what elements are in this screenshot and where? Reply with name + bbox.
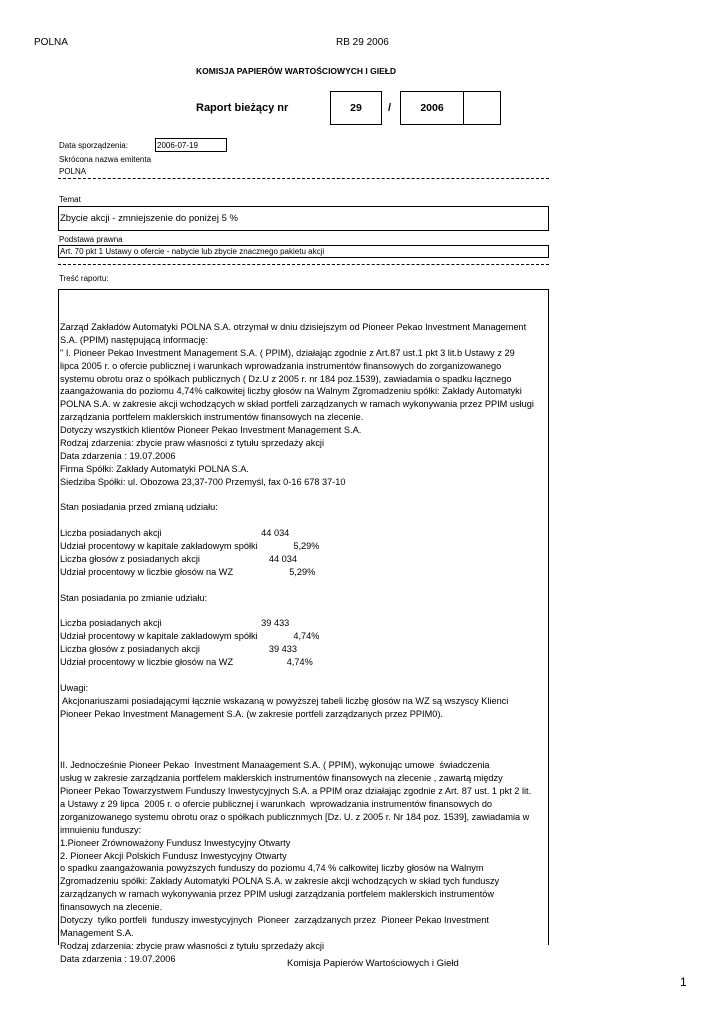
content-label: Treść raportu:	[59, 274, 109, 283]
report-text-line: Zgromadzeniu spółki: Zakłady Automatyki POLNA S.A. w zakresie akcji wchodzących w skład tych funduszy	[60, 876, 500, 887]
report-text-line	[60, 489, 548, 502]
report-text-line: Liczba posiadanych akcji 44 034	[60, 528, 290, 539]
report-text-line: Pioneer Pekao Towarzystwem Funduszy Inwestycyjnych S.A. a PPIM oraz działając zgodnie z Art. 87 ust. 1 pkt 2 lit.	[60, 786, 532, 797]
report-text-line: Dotyczy tylko portfeli funduszy inwestycyjnych Pioneer zarządzanych przez Pioneer Pekao Investment	[60, 914, 489, 925]
report-year-box	[400, 91, 464, 125]
report-text-line: zarządzania portfelem maklerskich instrumentów finansowych na zlecenie.	[60, 412, 364, 423]
report-text-line: Udział procentowy w kapitale zakładowym spółki 5,29%	[60, 541, 320, 552]
issuer-divider	[58, 178, 549, 179]
report-text-line	[60, 746, 548, 759]
report-text-line: Udział procentowy w kapitale zakładowym spółki 4,74%	[60, 631, 320, 642]
report-text-line: usług w zakresie zarządzania portfelem maklerskich instrumentów finansowych na zlecenie , zawartą między	[60, 773, 503, 784]
report-text-line: Management S.A.	[60, 927, 134, 938]
report-text-line: Rodzaj zdarzenia: zbycie praw własności z tytułu sprzedaży akcji	[60, 438, 324, 449]
report-text-line: zorganizowanego systemu obrotu oraz o spółkach publicznmych [Dz. U. z 2005 r. Nr 184 poz. 1539], zawiadamia w	[60, 811, 530, 822]
report-text-line: zarządzanych w ramach wykonywania przez PPIM usługi zarządzania portfelem maklerskich instrumentów	[60, 889, 495, 900]
report-text-line	[60, 579, 548, 592]
legal-basis-field	[58, 245, 549, 258]
date-field	[155, 138, 227, 152]
date-label: Data sporządzenia:	[59, 141, 128, 150]
report-text-line	[60, 605, 548, 618]
report-text-line: finansowych na zlecenie.	[60, 902, 163, 913]
commission-title: KOMISJA PAPIERÓW WARTOŚCIOWYCH I GIEŁD	[196, 66, 397, 76]
report-text-line: Liczba posiadanych akcji 39 433	[60, 618, 290, 629]
report-text-line: Firma Spółki: Zakłady Automatyki POLNA S.A.	[60, 463, 249, 474]
report-text-line: Liczba głosów z posiadanych akcji 44 034	[60, 554, 297, 565]
report-text-line: Stan posiadania po zmianie udziału:	[60, 592, 208, 603]
report-text-line: Liczba głosów z posiadanych akcji 39 433	[60, 644, 297, 655]
report-separator: /	[388, 102, 392, 114]
report-content-text	[60, 321, 548, 966]
report-text-line	[60, 669, 548, 682]
report-number-box	[330, 91, 382, 125]
report-number: 29	[350, 102, 362, 114]
report-text-line: Akcjonariuszami posiadającymi łącznie wskazaną w powyższej tabeli liczbę głosów na WZ są wszyscy Klienci	[60, 695, 509, 706]
issuer-value: POLNA	[59, 167, 87, 176]
report-text-line: Dotyczy wszystkich klientów Pioneer Pekao Investment Management S.A.	[60, 425, 362, 436]
report-text-line: Pioneer Pekao Investment Management S.A. (w zakresie portfeli zarządzanych przez PPIM0).	[60, 708, 443, 719]
report-text-line: Stan posiadania przed zmianą udziału:	[60, 502, 218, 513]
report-text-line: o spadku zaangażowania powyższych funduszy do poziomu 4,74 % całkowitej liczby głosów na Walnym	[60, 863, 484, 874]
report-year: 2006	[420, 102, 444, 114]
report-title: Raport bieżący nr	[196, 102, 289, 114]
report-text-line: Data zdarzenia : 19.07.2006	[60, 953, 176, 964]
report-text-line: Zarząd Zakładów Automatyki POLNA S.A. otrzymał w dniu dzisiejszym od Pioneer Pekao Investment Management	[60, 322, 527, 332]
header-company: POLNA	[34, 37, 68, 48]
report-text-line: a Ustawy z 29 lipca 2005 r. o ofercie publicznej i warunkach wprowadzania instrumentów finansowych do	[60, 798, 493, 809]
subject-label: Temat	[59, 195, 81, 204]
report-text-line: 2. Pioneer Akcji Polskich Fundusz Inwestycyjny Otwarty	[60, 850, 287, 861]
header-report-ref: RB 29 2006	[336, 37, 389, 48]
report-text-line: imnuieniu funduszy:	[60, 824, 142, 835]
content-divider	[58, 264, 549, 265]
report-text-line: systemu obrotu oraz o spółkach publicznych ( Dz.U z 2005 r. nr 184 poz.1539), zawiadamia o spadku łącznego	[60, 373, 512, 384]
report-text-line: Rodzaj zdarzenia: zbycie praw własności z tytułu sprzedaży akcji	[60, 940, 324, 951]
report-text-line: Uwagi:	[60, 682, 89, 693]
legal-basis-label: Podstawa prawna	[59, 235, 123, 244]
report-text-line	[60, 721, 548, 734]
report-text-line: Udział procentowy w liczbie głosów na WZ 4,74%	[60, 657, 313, 668]
report-text-line: zaangażowania do poziomu 4,74% całkowitej liczby głosów na Walnym Zgromadzeniu spółki: Zakłady Automatyki	[60, 386, 522, 397]
report-text-line: Siedziba Spółki: ul. Obozowa 23,37-700 Przemyśl, fax 0-16 678 37-10	[60, 476, 346, 487]
report-text-line: POLNA S.A. w zakresie akcji wchodzących w skład portfeli zarządzanych w ramach wykonywania przez PPIM usługi	[60, 399, 534, 410]
report-text-line: S.A. (PPIM) następującą informację:	[60, 334, 209, 345]
date-value: 2006-07-19	[157, 141, 198, 150]
page-number: 1	[680, 975, 687, 989]
report-text-line: II. Jednocześnie Pioneer Pekao Investment Manaagement S.A. ( PPIM), wykonując umowe świadczenia	[60, 760, 490, 771]
legal-basis-value: Art. 70 pkt 1 Ustawy o ofercie - nabycie lub zbycie znacznego pakietu akcji	[60, 247, 325, 256]
report-text-line: Data zdarzenia : 19.07.2006	[60, 450, 176, 461]
report-text-line: lipca 2005 r. o ofercie publicznej i warunkach wprowadzania instrumentów finansowych do zorganizowanego	[60, 360, 502, 371]
report-text-line: Udział procentowy w liczbie głosów na WZ 5,29%	[60, 566, 316, 577]
report-text-line: " I. Pioneer Pekao Investment Management S.A. ( PPIM), działając zgodnie z Art.87 ust.1 pkt 3 lit.b Ustawy z 29	[60, 347, 515, 358]
subject-value: Zbycie akcji - zmniejszenie do poniżej 5 %	[60, 213, 238, 224]
subject-field	[58, 206, 549, 231]
report-text-line	[60, 734, 548, 747]
issuer-label: Skrócona nazwa emitenta	[59, 155, 152, 164]
report-extra-box	[463, 91, 501, 125]
footer-commission: Komisja Papierów Wartościowych i Giełd	[287, 958, 459, 969]
report-text-line: 1.Pioneer Zrównoważony Fundusz Inwestycyjny Otwarty	[60, 837, 291, 848]
report-text-line	[60, 514, 548, 527]
